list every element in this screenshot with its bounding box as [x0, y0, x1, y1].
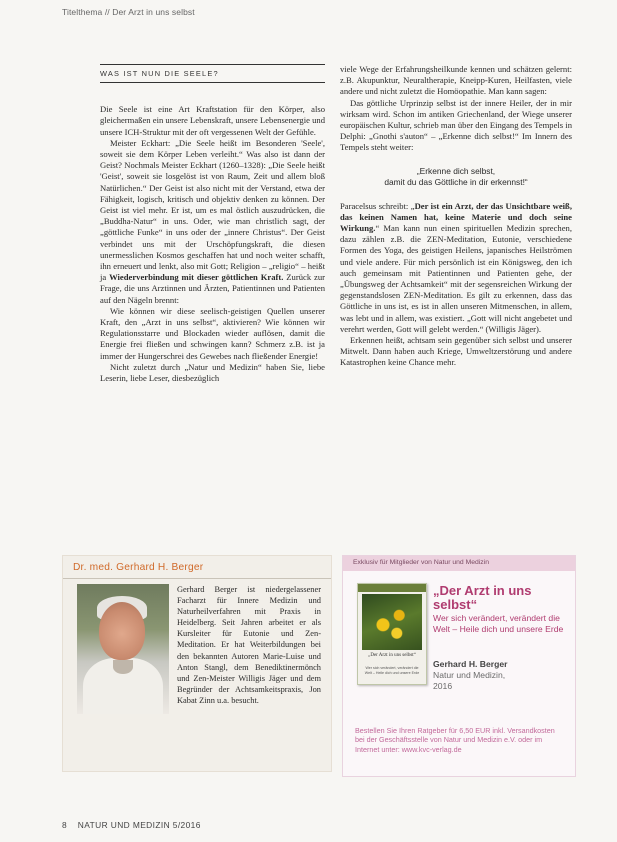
right-column	[340, 64, 572, 369]
book-cover-title: „Der Arzt in uns selbst“	[368, 653, 416, 658]
page-number: 8	[62, 820, 68, 830]
author-name: Dr. med. Gerhard H. Berger	[73, 562, 204, 573]
ad-header: Exklusiv für Mitglieder von Natur und Medizin	[343, 556, 575, 571]
paragraph-4: Nicht zuletzt durch „Natur und Medizin“ haben Sie, liebe Leserin, liebe Leser, diesbezüglich	[100, 361, 325, 384]
page-footer	[62, 820, 201, 830]
author-bio-box	[62, 555, 332, 772]
pull-quote	[340, 166, 572, 189]
paragraph-8: Erkennen heißt, achtsam sein gegenüber sich selbst und unserer Mitwelt. Dann haben auch Kriege, Umweltzerstörung und andere Katastrophen keine Chance mehr.	[340, 335, 572, 368]
book-cover-subtitle: Wer sich verändert, verändert die Welt – Heile dich und unsere Erde	[364, 666, 420, 675]
bold-phrase: Wiederverbindung mit dieser göttlichen Kraft.	[109, 272, 284, 283]
paragraph-7: Paracelsus schreibt: „Der ist ein Arzt, der das Unsichtbare weiß, das keinen Namen hat, keine Materie und doch seine Wirkung.“ Man kann nun einen spirituellen Medizin sprechen, dazu zählen z.B. die ZEN-Meditation, Eutonie, verschiedene Formen des Yoga, des geistigen Heilens, japanisches Heilströmen und viele andere. Für mich persönlich ist ein Königsweg, den ich auch gemeinsam mit Patientinnen und Patienten gehe, der „Übungsweg der Achtsamkeit“ mit der segensreichen Wirkung der gegenstandslosen ZEN-Meditation. Es gilt zu erkennen, dass das Göttliche in uns ist, es ist in allen unseren Mitmenschen, in allem, was lebt und in allem, was existiert. „Gott will nicht angebetet und verehrt werden, Gott will gelebt werden.“ (Willigis Jäger).	[340, 200, 572, 334]
ad-book-author: Gerhard H. Berger Natur und Medizin, 2016	[433, 659, 508, 691]
ad-order-info: Bestellen Sie Ihren Ratgeber für 6,50 EUR inkl. Versandkosten bei der Geschäftsstelle von Natur und Medizin e.V. oder im Internet unter: www.kvc-verlag.de	[355, 726, 555, 754]
divider	[63, 578, 331, 579]
ad-book-title: „Der Arzt in uns selbst“	[433, 583, 532, 612]
magazine-issue: NATUR UND MEDIZIN 5/2016	[77, 820, 201, 830]
book-ad-box	[342, 555, 576, 777]
paracelsus-quote: Der ist ein Arzt, der das Unsichtbare weiß, das keinen Namen hat, keine Materie und doch seine Wirkung.	[340, 200, 572, 234]
author-bio-text: Gerhard Berger ist niedergelassener Facharzt für Innere Medizin und Naturheilverfahren mit Praxis in Heidelberg. Seit Jahren arbeitet er als Kursleiter für Eutonie und Zen-Meditation. Er hat Weiterbildungen bei den bekannten Autoren Marie-Luise und Anton Stangl, dem Benediktinermönch und Zen-Meister Willigis Jäger und dem Begründer der Achtsamkeitspraxis, Jon Kabat Zinn u.a. besucht.	[177, 585, 321, 705]
book-cover-image	[357, 583, 427, 685]
ad-book-tagline: Wer sich verändert, verändert die Welt – Heile dich und unsere Erde	[433, 613, 564, 634]
quote-line-2: damit du das Göttliche in dir erkennst!“	[384, 177, 528, 188]
paragraph-2: Meister Eckhart: „Die Seele heißt im Besonderen 'Seele', soweit sie dem Körper Leben verleiht.“ Was also ist dann der Geist? Nochmals Meister Eckhart (1260–1328): „Die Seele heißt 'Geist', soweit sie losgelöst ist von Raum, Zeit und allem bloß Natürlichen.“ Der Geist ist also nicht mit der Verstand, etwa der Fähigkeit, logisch, kritisch und objektiv denken zu können. Der Geist ist viel mehr. Er ist, um es mal östlich auszudrücken, die „Buddha-Natur“ in uns. Oder, wie man christlich sagt, der „göttliche Funke“ in uns oder der „innere Christus“. Der Geist verbindet uns mit der Urschöpfungskraft, die diesen unermesslichen Kosmos geschaffen hat und noch weiter schafft, ihn erneuert und lenkt, also mit Gott; Religion – „religio“ – heißt ja Wiederverbindung mit dieser göttlichen Kraft. Zurück zur Frage, die uns Arztinnen und Ärzten, Patientinnen und Patienten auf den Nägeln brennt:	[100, 137, 325, 305]
paragraph-1: Die Seele ist eine Art Kraftstation für den Körper, also gleichermaßen ein unsere Lebenskraft, unsere Lebensenergie und unsere ICH-Struktur mit der oft vergessenen Welt der Gefühle.	[100, 104, 325, 137]
section-heading: WAS IST NUN DIE SEELE?	[100, 64, 325, 83]
left-column	[100, 64, 325, 384]
quote-line-1: „Erkenne dich selbst,	[416, 165, 496, 176]
paragraph-3: Wie können wir diese seelisch-geistigen Quellen unserer Kraft, den „Arzt in uns selbst“, aktivieren? Wie können wir Regulationsstarre und Blockaden wieder auflösen, damit die Energie frei fließen und schwingen kann? Schmerz z.B. ist ja immer der Hungerschrei des Gewebes nach fließender Energie!	[100, 305, 325, 361]
paragraph-6: Das göttliche Urprinzip selbst ist der innere Heiler, der in mir wirksam wird. Schon im antiken Griechenland, der Wiege unserer europäischen Kultur, schrieb man über den Eingang des Tempels in Delphi: „Gnothi s'auton“ – „Erkenne dich selbst!“ Im Innern des Tempels steht weiter:	[340, 97, 572, 153]
paragraph-5: viele Wege der Erfahrungsheilkunde kennen und schätzen gelernt: z.B. Akupunktur, Neuraltherapie, Kneipp-Kuren, Heilfasten, viele andere und nicht zuletzt die Homöopathie. Man kann sagen:	[340, 64, 572, 97]
running-header: Titelthema // Der Arzt in uns selbst	[62, 7, 195, 17]
